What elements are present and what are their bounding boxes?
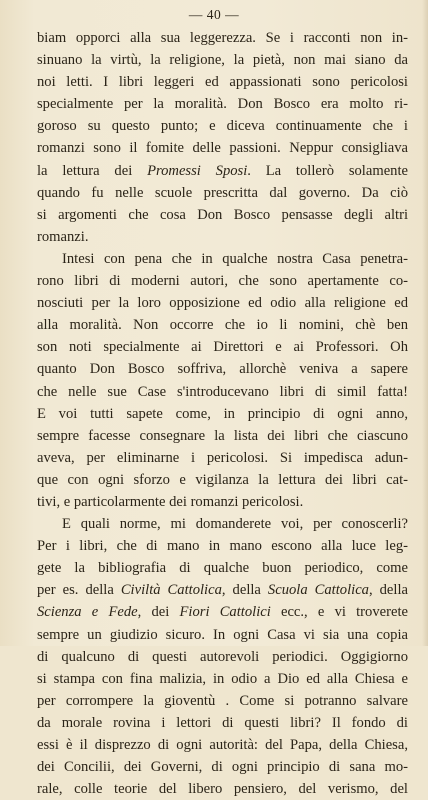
text-line: da morale rovina i lettori di questi libri? Il fondo di [37,714,408,731]
text-line: biam opporci alla sua leggerezza. Se i racconti non in- [37,30,408,46]
text-line: per corrompere la gioventù . Come si potranno salvare [37,692,408,709]
text-line: que con ogni sforzo e vigilanza la lettura dei libri cat- [37,471,408,488]
text-line: rono libri di moderni autori, che sono apertamente co- [37,273,408,290]
text-line: sempre facesse consegnare la lista dei libri che ciascuno [37,427,408,444]
text-line: son noti specialmente ai Direttori e ai Professori. Oh [37,339,408,356]
text-line: Per i libri, che di mano in mano escono alla luce leg- [37,538,408,555]
text-line: essi è il disprezzo di ogni autorità: del Papa, della Chiesa, [37,737,408,753]
text-line: si stampa con fina malizia, in odio a Dio ed alla Chiesa e [37,670,408,687]
text-line: romanzi. [37,228,89,245]
text-line: sinuano la virtù, la religione, la pietà, non mai siano da [37,52,408,69]
text-line: E voi tutti sapete come, in principio di ogni anno, [37,405,408,422]
page-edge-shadow [422,0,428,646]
text-line: alla moralità. Non occorre che io li nomini, chè ben [37,317,408,334]
text-line: tivi, e particolarmente dei romanzi pericolosi. [37,493,304,510]
text-line: specialmente per la moralità. Don Bosco era molto ri- [37,96,408,113]
text-line: di qualcuno di questi autorevoli periodici. Oggigiorno [37,648,408,665]
body-text [37,27,408,800]
text-line: noi letti. I libri leggeri ed appassionati sono pericolosi [37,74,408,91]
text-line: rale, colle teorie del libero pensiero, del verismo, del [37,781,408,798]
text-line: aveva, per eliminarne i pericolosi. Si impediscа adun- [37,449,408,466]
text-line: dei Concilii, dei Governi, di ogni principio di sana mo- [37,759,408,776]
text-line: quando fu nelle scuole prescritta dal governo. Da ciò [37,184,408,201]
text-line: romanzi sono il fomite delle passioni. Neppur consigliava [37,140,408,157]
text-line: goroso su questo punto; e diceva continuamente che i [37,118,408,135]
text-line: E quali norme, mi domanderete voi, per conoscerli? [62,516,408,533]
page-number: — 40 — [188,7,240,22]
text-line: la lettura dei Promessi Sposi. La tollerò solamente [37,162,408,179]
text-line: si argomenti che cosa Don Bosco pensasse degli altri [37,206,408,223]
text-line: gete la bibliografia di qualche buon periodico, come [37,560,408,577]
text-line: Intesi con pena che in qualche nostra Casa penetra- [62,250,408,267]
text-line: che nelle sue Case s'introducevano libri di simil fatta! [37,383,408,400]
text-line: quanto Don Bosco soffriva, allorchè veniva a sapere [37,361,408,378]
text-line: per es. della Civiltà Cattolica, della Scuola Cattolica, della [37,582,408,599]
text-line: sempre un giudizio sicuro. In ogni Casa vi sia una copia [37,626,408,643]
text-line: nosciuti per la loro opposizione ed odio alla religione ed [37,295,408,312]
text-line: Scienza e Fede, dei Fiori Cattolici ecc., e vi troverete [37,604,408,621]
